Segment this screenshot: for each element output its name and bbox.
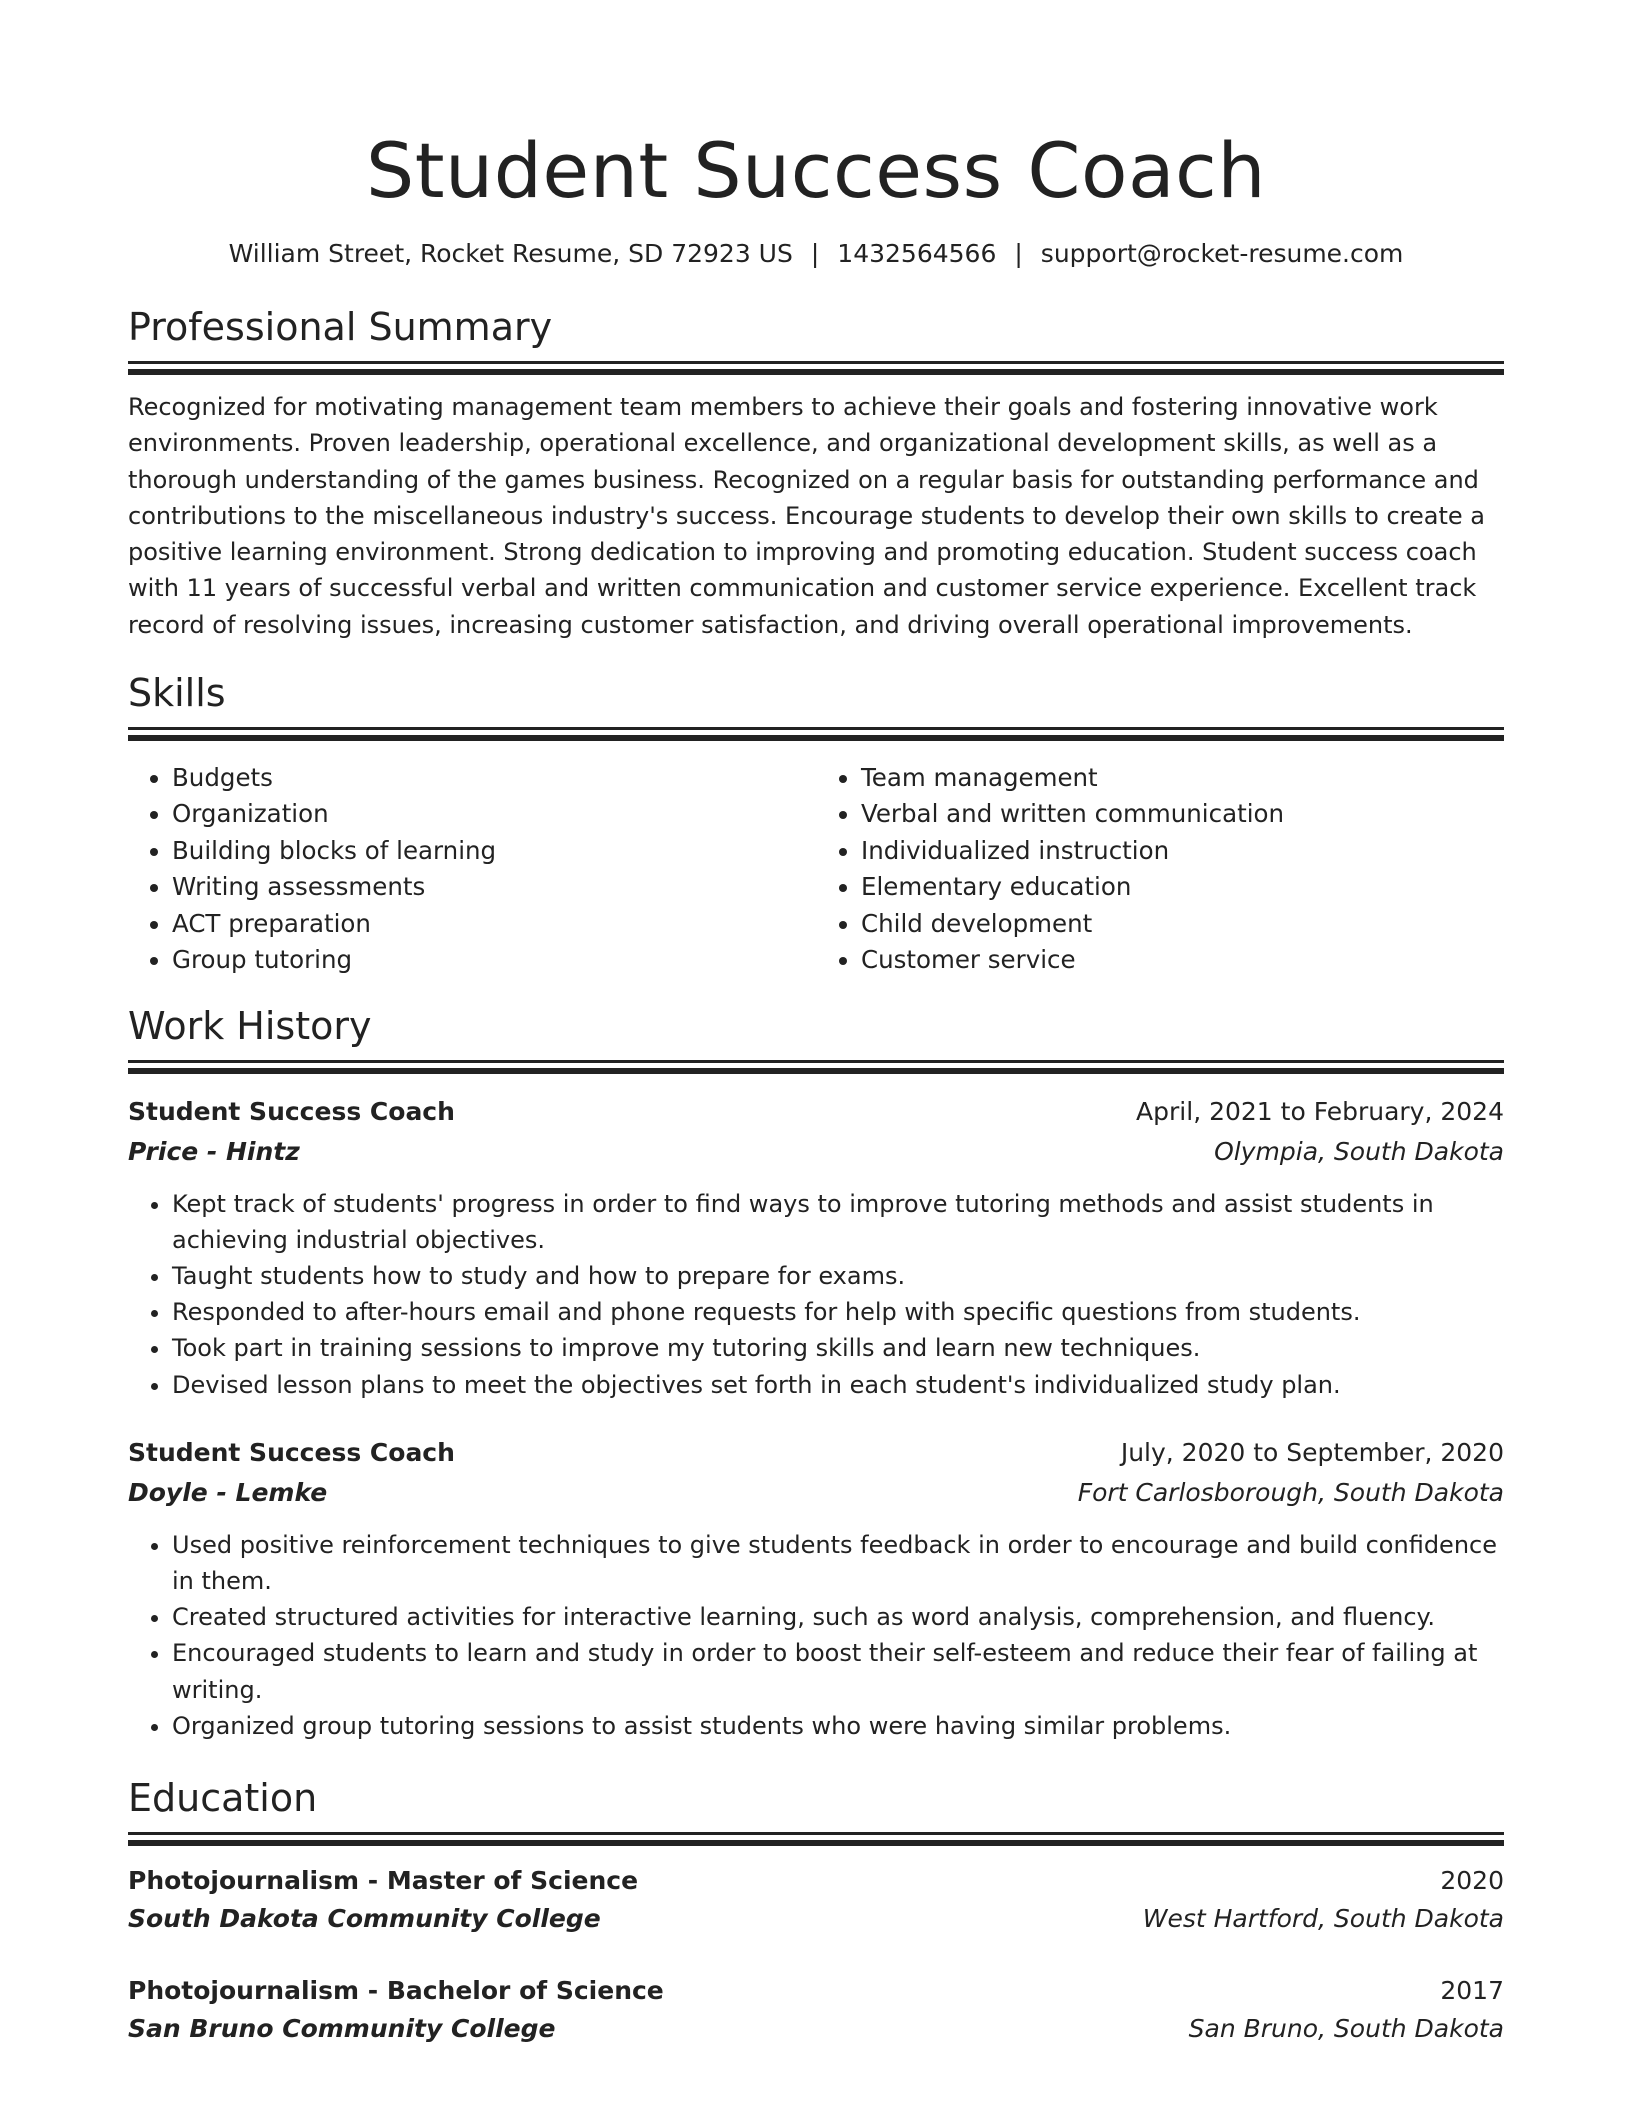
contact-line — [128, 236, 1504, 272]
job-bullet: • Taught students how to study and how to prepare for exams. — [172, 1258, 1504, 1294]
summary-section — [128, 303, 1504, 643]
education-entry — [128, 1972, 1504, 2048]
section-rule — [128, 1060, 1504, 1063]
skills-section — [128, 669, 1504, 978]
work-section — [128, 1002, 1504, 1744]
job-dates: July, 2020 to September, 2020 — [1120, 1437, 1504, 1467]
job-company: Doyle - Lemke — [128, 1477, 328, 1507]
skill-item: • Team management — [861, 760, 1504, 796]
education-header-row — [128, 1862, 1504, 1900]
skill-item: • Writing assessments — [172, 869, 815, 905]
job-header-row — [128, 1092, 1504, 1132]
skill-item: • Group tutoring — [172, 942, 815, 978]
contact-address: William Street, Rocket Resume, SD 72923 US — [228, 239, 793, 268]
job-bullet: • Devised lesson plans to meet the objectives set forth in each student's individualized study plan. — [172, 1367, 1504, 1403]
section-rule-thick — [128, 1068, 1504, 1074]
education-year: 2017 — [1440, 1975, 1504, 2005]
education-title: Education — [128, 1775, 318, 1820]
job-company-row — [128, 1473, 1504, 1513]
job-header-row — [128, 1433, 1504, 1473]
job-bullet: • Created structured activities for interactive learning, such as word analysis, comprehension, and fluency. — [172, 1599, 1504, 1635]
job-title: Student Success Coach — [128, 1096, 455, 1126]
summary-text: Recognized for motivating management team members to achieve their goals and fostering innovative work environments. Proven leadership, operational excellence, and organizational development skills, as well as a thorough understanding of the games business. Recognized on a regular basis for outstanding performance and contributions to the miscellaneous industry's success. Encourage students to develop their own skills to create a positive learning environment. Strong dedication to improving and promoting education. Student success coach with 11 years of successful verbal and written communication and customer service experience. Excellent track record of resolving issues, increasing customer satisfaction, and driving overall operational improvements. — [128, 393, 1485, 639]
job-bullet: • Responded to after-hours email and phone requests for help with specific questions from students. — [172, 1294, 1504, 1330]
skill-item: • Organization — [172, 796, 815, 832]
job-entry — [128, 1433, 1504, 1744]
education-location: San Bruno, South Dakota — [1188, 2013, 1504, 2043]
candidate-name: Student Success Coach — [365, 126, 1266, 215]
section-rule-thick — [128, 369, 1504, 375]
skills-title: Skills — [128, 671, 226, 716]
skill-item: • Verbal and written communication — [861, 796, 1504, 832]
job-bullet: • Organized group tutoring sessions to assist students who were having similar problems. — [172, 1708, 1504, 1744]
job-bullets — [128, 1186, 1504, 1403]
education-school-row — [128, 2010, 1504, 2048]
job-company-row — [128, 1132, 1504, 1172]
summary-title: Professional Summary — [128, 305, 553, 349]
job-location: Fort Carlosborough, South Dakota — [1077, 1477, 1504, 1507]
job-bullet: • Used positive reinforcement techniques to give students feedback in order to encourage and build confidence in them. — [172, 1527, 1504, 1599]
education-year: 2020 — [1440, 1865, 1504, 1895]
skill-item: • Individualized instruction — [861, 833, 1504, 869]
skills-column-left — [128, 760, 815, 978]
section-rule — [128, 1832, 1504, 1835]
skill-item: • Child development — [861, 906, 1504, 942]
job-entry — [128, 1092, 1504, 1403]
job-dates: April, 2021 to February, 2024 — [1136, 1096, 1504, 1126]
section-rule — [128, 727, 1504, 730]
skill-item: • Budgets — [172, 760, 815, 796]
job-bullet: • Encouraged students to learn and study in order to boost their self-esteem and reduce their fear of failing at writing. — [172, 1635, 1504, 1707]
job-title: Student Success Coach — [128, 1437, 455, 1467]
education-school: South Dakota Community College — [128, 1903, 601, 1933]
education-school: San Bruno Community College — [128, 2013, 556, 2043]
education-header-row — [128, 1972, 1504, 2010]
section-rule-thick — [128, 735, 1504, 741]
section-rule — [128, 361, 1504, 364]
education-location: West Hartford, South Dakota — [1142, 1903, 1504, 1933]
job-bullets — [128, 1527, 1504, 1744]
education-degree: Photojournalism - Bachelor of Science — [128, 1975, 664, 2005]
education-degree: Photojournalism - Master of Science — [128, 1865, 639, 1895]
contact-separator: | — [810, 239, 820, 268]
education-section — [128, 1774, 1504, 2048]
contact-email: support@rocket-resume.com — [1040, 239, 1404, 268]
skills-list — [128, 760, 1504, 978]
skill-item: • ACT preparation — [172, 906, 815, 942]
section-rule-thick — [128, 1840, 1504, 1846]
contact-phone: 1432564566 — [837, 239, 997, 268]
job-company: Price - Hintz — [128, 1136, 300, 1166]
work-title: Work History — [128, 1003, 372, 1048]
skill-item: • Elementary education — [861, 869, 1504, 905]
skills-column-right — [815, 760, 1504, 978]
education-entry — [128, 1862, 1504, 1938]
contact-separator: | — [1014, 239, 1023, 268]
skill-item: • Building blocks of learning — [172, 833, 815, 869]
education-school-row — [128, 1900, 1504, 1938]
job-bullet: • Kept track of students' progress in order to find ways to improve tutoring methods and assist students in achieving industrial objectives. — [172, 1186, 1504, 1258]
job-bullet: • Took part in training sessions to improve my tutoring skills and learn new techniques. — [172, 1330, 1504, 1366]
skill-item: • Customer service — [861, 942, 1504, 978]
job-location: Olympia, South Dakota — [1214, 1136, 1504, 1166]
